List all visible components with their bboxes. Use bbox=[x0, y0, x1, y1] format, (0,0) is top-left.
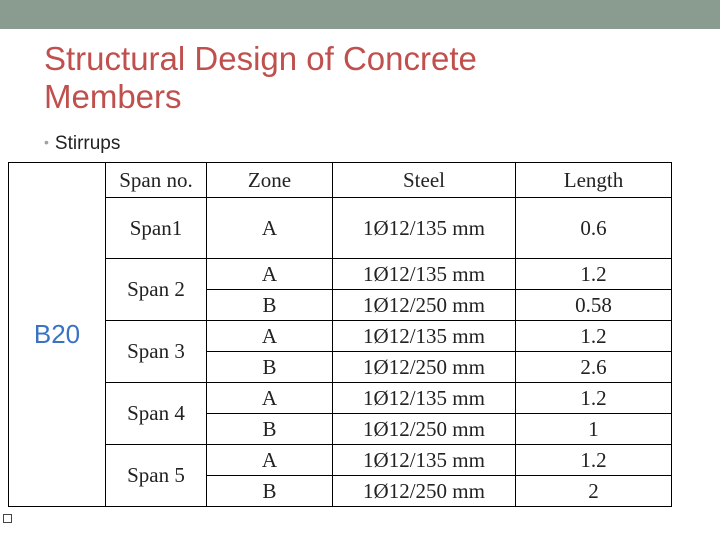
stirrups-table bbox=[8, 162, 672, 507]
header-span-no: Span no. bbox=[106, 163, 207, 198]
zone-cell: B bbox=[207, 476, 333, 507]
span-cell: Span 2 bbox=[106, 259, 207, 321]
length-cell: 2 bbox=[516, 476, 672, 507]
zone-cell: B bbox=[207, 414, 333, 445]
zone-cell: A bbox=[207, 198, 333, 259]
steel-cell: 1Ø12/135 mm bbox=[333, 259, 516, 290]
bullet-item bbox=[44, 133, 120, 155]
steel-cell: 1Ø12/250 mm bbox=[333, 352, 516, 383]
table-row bbox=[9, 321, 672, 352]
zone-cell: A bbox=[207, 383, 333, 414]
steel-cell: 1Ø12/135 mm bbox=[333, 321, 516, 352]
span-cell: Span 4 bbox=[106, 383, 207, 445]
steel-cell: 1Ø12/135 mm bbox=[333, 445, 516, 476]
length-cell: 1.2 bbox=[516, 321, 672, 352]
steel-cell: 1Ø12/250 mm bbox=[333, 290, 516, 321]
length-cell: 1.2 bbox=[516, 383, 672, 414]
length-cell: 0.6 bbox=[516, 198, 672, 259]
stirrups-table-wrapper bbox=[8, 162, 672, 507]
table-row bbox=[9, 383, 672, 414]
header-steel: Steel bbox=[333, 163, 516, 198]
top-bar bbox=[0, 0, 720, 29]
steel-cell: 1Ø12/135 mm bbox=[333, 198, 516, 259]
bullet-icon: • bbox=[44, 134, 49, 150]
zone-cell: A bbox=[207, 321, 333, 352]
placeholder-checkbox-icon bbox=[3, 514, 12, 523]
steel-cell: 1Ø12/250 mm bbox=[333, 414, 516, 445]
length-cell: 1 bbox=[516, 414, 672, 445]
table-row bbox=[9, 198, 672, 259]
slide-title: Structural Design of Concrete Members bbox=[44, 40, 477, 115]
length-cell: 2.6 bbox=[516, 352, 672, 383]
table-row bbox=[9, 259, 672, 290]
bullet-text: Stirrups bbox=[54, 133, 121, 154]
header-length: Length bbox=[516, 163, 672, 198]
steel-cell: 1Ø12/250 mm bbox=[333, 476, 516, 507]
span-cell: Span 3 bbox=[106, 321, 207, 383]
zone-cell: B bbox=[207, 352, 333, 383]
beam-label: B20 bbox=[33, 319, 81, 349]
span-cell: Span 5 bbox=[106, 445, 207, 507]
span-cell: Span1 bbox=[106, 198, 207, 259]
header-zone: Zone bbox=[207, 163, 333, 198]
zone-cell: A bbox=[207, 445, 333, 476]
table-header-row bbox=[9, 163, 672, 198]
zone-cell: A bbox=[207, 259, 333, 290]
length-cell: 1.2 bbox=[516, 445, 672, 476]
length-cell: 1.2 bbox=[516, 259, 672, 290]
zone-cell: B bbox=[207, 290, 333, 321]
beam-label-cell bbox=[9, 163, 106, 507]
steel-cell: 1Ø12/135 mm bbox=[333, 383, 516, 414]
length-cell: 0.58 bbox=[516, 290, 672, 321]
table-row bbox=[9, 445, 672, 476]
